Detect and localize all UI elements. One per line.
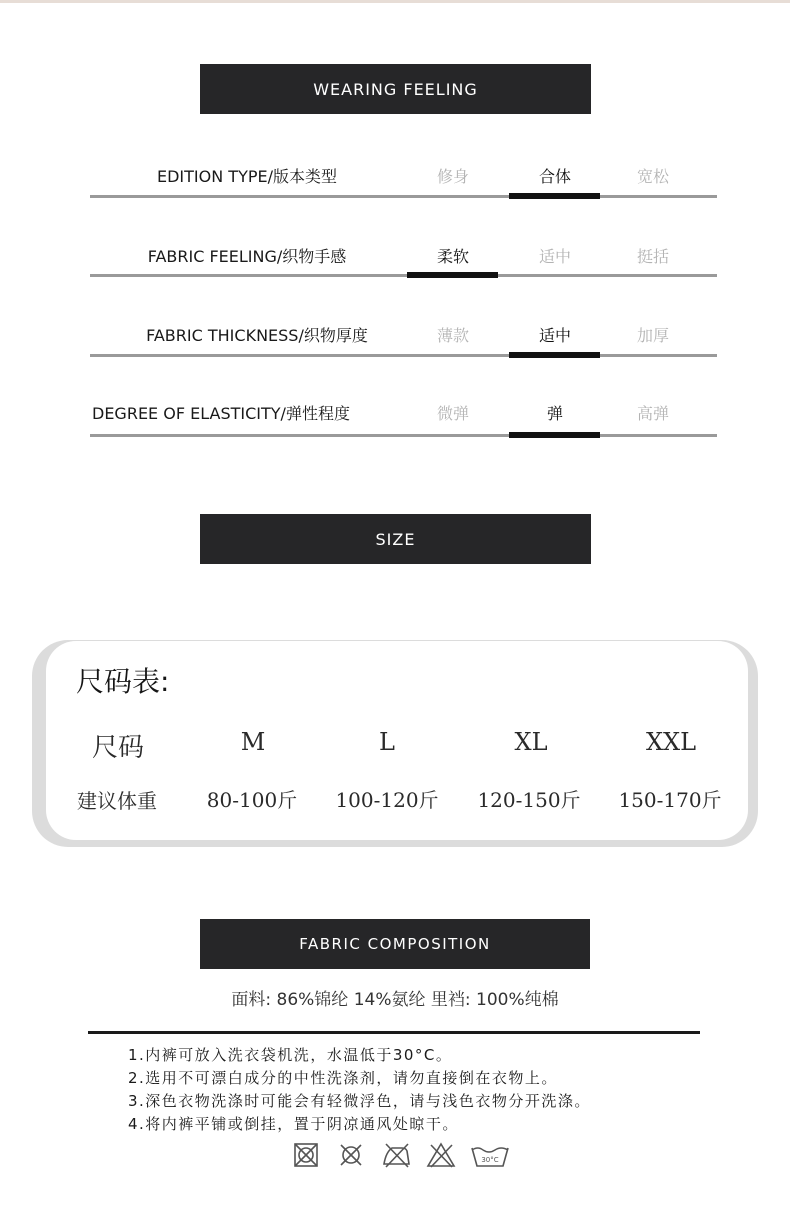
feel-selected-marker [509,193,600,199]
size-header-cell: L [379,728,395,756]
feel-option: 适中 [538,247,571,266]
care-instruction: 4.将内裤平铺或倒挂，置于阴凉通风处晾干。 [128,1115,459,1133]
section-banner-wearing-feeling [200,64,591,114]
feel-selected-marker [509,432,600,438]
care-instruction: 1.内裤可放入洗衣袋机洗，水温低于30°C。 [128,1046,453,1064]
fabric-composition-text: 面料: 86%锦纶 14%氨纶 里裆: 100%纯棉 [231,990,559,1010]
weight-row-label: 建议体重 [77,789,157,813]
do-not-iron-icon [380,1140,413,1170]
wash-temperature-label: 30°C [481,1156,499,1164]
weight-cell: 150-170斤 [618,788,722,812]
feel-option: 修身 [436,167,469,186]
care-icons [290,1140,510,1170]
size-header-cell: M [240,728,266,756]
section-banner-fabric-composition [200,919,590,969]
feel-option-selected: 柔软 [436,247,469,266]
feel-row-rule [90,354,717,357]
weight-cell: 80-100斤 [206,788,298,812]
care-instructions [128,1044,591,1136]
size-table-title: 尺码表: [76,665,170,698]
size-header-cell: XL [514,728,548,756]
do-not-bleach-icon [425,1140,458,1170]
section-title: SIZE [375,529,416,549]
feel-selected-marker [407,272,498,278]
care-divider [88,1031,700,1034]
feel-option: 宽松 [636,167,669,186]
section-title: WEARING FEELING [313,79,478,99]
care-instruction: 3.深色衣物洗涤时可能会有轻微浮色，请与浅色衣物分开洗涤。 [128,1092,591,1110]
care-instruction: 2.选用不可漂白成分的中性洗涤剂，请勿直接倒在衣物上。 [128,1069,558,1087]
feel-row-rule [90,195,717,198]
wash-30-icon [470,1140,510,1170]
feel-row-rule [90,274,717,277]
feel-row-rule [90,434,717,437]
feel-selected-marker [509,352,600,358]
do-not-dry-clean-icon [335,1140,368,1170]
feel-option: 薄款 [436,326,469,345]
feel-row-label: FABRIC THICKNESS/织物厚度 [146,326,368,345]
feel-option: 微弹 [436,404,469,423]
section-title: FABRIC COMPOSITION [299,935,491,953]
feel-option: 高弹 [636,404,669,423]
top-rule [0,0,790,3]
weight-cell: 120-150斤 [477,788,581,812]
section-banner-size [200,514,591,564]
feel-row-label: FABRIC FEELING/织物手感 [147,247,347,266]
feel-option-selected: 合体 [538,167,571,186]
size-header-cell: XXL [645,728,697,756]
feel-row-label: EDITION TYPE/版本类型 [157,167,337,186]
feel-row-label: DEGREE OF ELASTICITY/弹性程度 [92,404,350,423]
feel-option-selected: 适中 [538,326,571,345]
feel-option: 挺括 [636,247,669,266]
do-not-tumble-dry-icon [290,1140,323,1170]
feel-option-selected: 弹 [546,404,563,423]
size-header-label: 尺码 [92,733,145,763]
feel-option: 加厚 [636,326,669,345]
weight-cell: 100-120斤 [335,788,439,812]
